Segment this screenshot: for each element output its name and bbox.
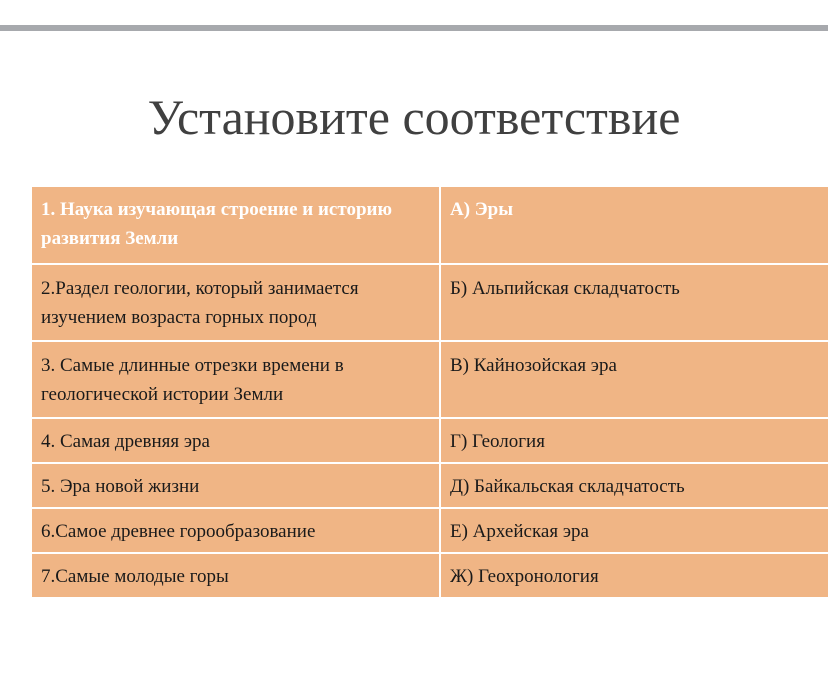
table-row [31,508,828,553]
right-cell: Г) Геология [440,418,828,463]
table-header-row [31,186,828,264]
table-row [31,418,828,463]
top-divider-bar [0,25,828,31]
header-right-cell: А) Эры [440,186,828,264]
right-cell: Д) Байкальская складчатость [440,463,828,508]
right-cell: Ж) Геохронология [440,553,828,598]
table-row [31,553,828,598]
slide-title: Установите соответствие [147,89,681,145]
right-cell: В) Кайнозойская эра [440,341,828,418]
matching-table [30,185,828,599]
right-cell: Е) Архейская эра [440,508,828,553]
table-row [31,264,828,341]
left-cell: 7.Самые молодые горы [31,553,440,598]
table-row [31,341,828,418]
left-cell: 4. Самая древняя эра [31,418,440,463]
header-left-cell: 1. Наука изучающая строение и историю развития Земли [31,186,440,264]
right-cell: Б) Альпийская складчатость [440,264,828,341]
left-cell: 6.Самое древнее горообразование [31,508,440,553]
left-cell: 2.Раздел геологии, который занимается изучением возраста горных пород [31,264,440,341]
left-cell: 5. Эра новой жизни [31,463,440,508]
table-row [31,463,828,508]
left-cell: 3. Самые длинные отрезки времени в геологической истории Земли [31,341,440,418]
